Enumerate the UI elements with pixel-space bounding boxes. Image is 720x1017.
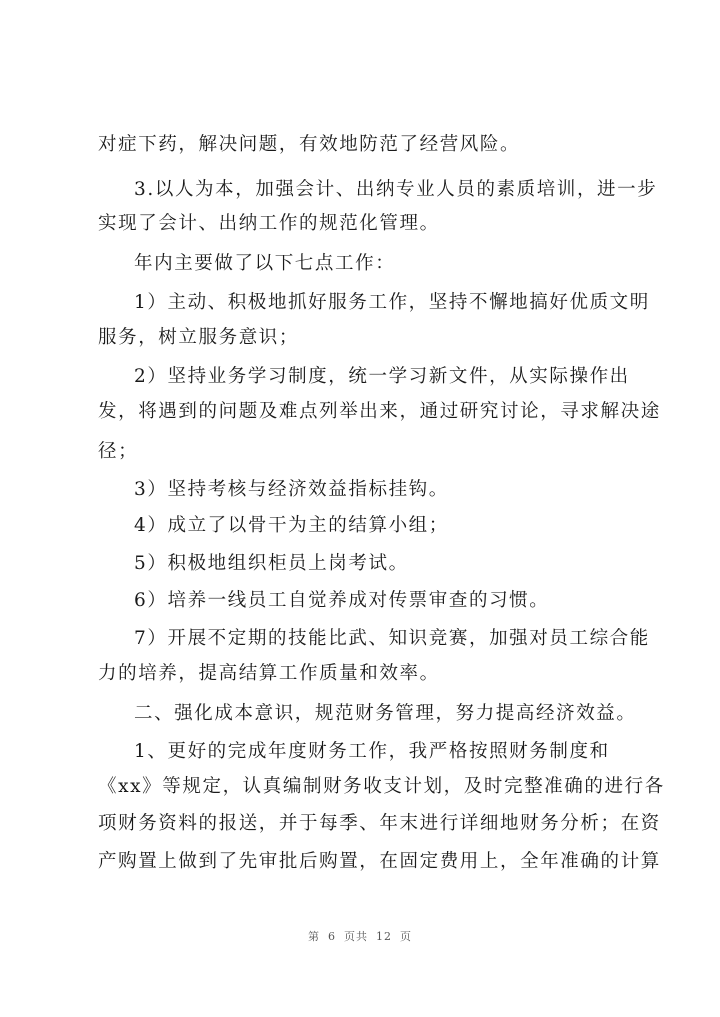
text-line: 4）成立了以骨干为主的结算小组； bbox=[134, 515, 449, 536]
footer-label-end: 页 bbox=[400, 930, 412, 943]
footer-label-page: 第 bbox=[308, 930, 320, 943]
text-line: 《xx》等规定，认真编制财务收支计划，及时完整准确的进行各 bbox=[98, 776, 665, 797]
text-line: 年内主要做了以下七点工作： bbox=[134, 253, 396, 274]
text-line: 发，将遇到的问题及难点列举出来，通过研究讨论，寻求解决途 bbox=[98, 401, 661, 422]
text-line: 5）积极地组织柜员上岗考试。 bbox=[134, 553, 409, 574]
text-line: 对症下药，解决问题，有效地防范了经营风险。 bbox=[98, 134, 521, 155]
text-line: 7）开展不定期的技能比武、知识竞赛，加强对员工综合能 bbox=[134, 628, 650, 649]
text-line: 3）坚持考核与经济效益指标挂钩。 bbox=[134, 479, 449, 500]
text-line: 径； bbox=[98, 441, 139, 462]
text-line: 力的培养，提高结算工作质量和效率。 bbox=[98, 663, 440, 684]
footer-total-pages: 12 bbox=[376, 930, 392, 943]
footer-current-page: 6 bbox=[328, 930, 336, 943]
text-line: 1、更好的完成年度财务工作，我严格按照财务制度和 bbox=[134, 741, 610, 762]
text-line: 服务，树立服务意识； bbox=[98, 327, 300, 348]
page-footer bbox=[0, 929, 720, 945]
footer-label-of: 页共 bbox=[344, 930, 368, 943]
text-line: 二、强化成本意识，规范财务管理，努力提高经济效益。 bbox=[134, 703, 637, 724]
text-line: 3.以人为本，加强会计、出纳专业人员的素质培训，进一步 bbox=[134, 179, 658, 200]
text-line: 实现了会计、出纳工作的规范化管理。 bbox=[98, 213, 440, 234]
text-line: 项财务资料的报送，并于每季、年末进行详细地财务分析；在资 bbox=[98, 813, 661, 834]
text-line: 产购置上做到了先审批后购置，在固定费用上，全年准确的计算 bbox=[98, 851, 661, 872]
text-line: 2）坚持业务学习制度，统一学习新文件，从实际操作出 bbox=[134, 366, 630, 387]
text-line: 1）主动、积极地抓好服务工作，坚持不懈地搞好优质文明 bbox=[134, 292, 650, 313]
text-line: 6）培养一线员工自觉养成对传票审查的习惯。 bbox=[134, 590, 550, 611]
